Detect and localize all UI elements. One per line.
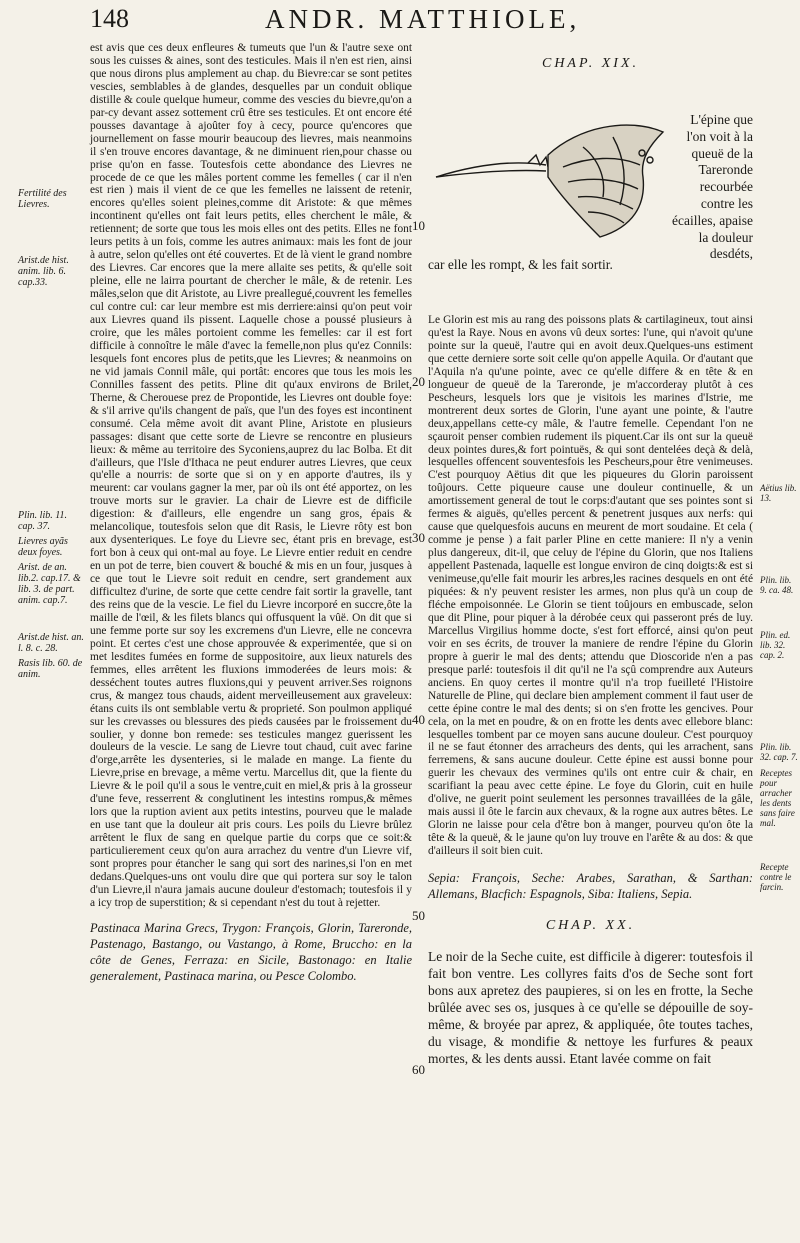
line-number: 30 xyxy=(412,530,425,545)
right-column xyxy=(428,56,753,1067)
figure-after-caption: car elle les rompt, & les fait sortir. xyxy=(428,257,613,272)
line-number: 40 xyxy=(412,712,425,727)
margin-note-pliny-1: Plin. lib. 11. cap. 37. xyxy=(18,510,67,532)
margin-note-aristotle-1: Arist.de hist. anim. lib. 6. cap.33. xyxy=(18,255,69,288)
margin-note-aristotle-2: Arist. de an. lib.2. cap.17. & lib. 3. de part. anim. cap.7. xyxy=(18,562,81,606)
chapter-20-body: Le noir de la Seche cuite, est difficile à digerer: toutesfois il fait bon ventre. Les collyres faits d'os de Seche sont fort bons aux apretez des paupieres, si on les en frotte, la Seche brûlée avec ses os, jusques à ce qu'elle se dépouille de soy-même, & broyée par aprez, & appliquée, ôte toutes taches, du visage, & mondifie & nettoye les furfures & peaux mortes, & les dents aussi. Etant lavée comme on fait xyxy=(428,949,753,1067)
line-number: 10 xyxy=(412,218,425,233)
page-number: 148 xyxy=(90,4,129,33)
figure-side-caption: L'épine que l'on voit à la queuë de la Tareronde recourbée contre les écailles, apaise la douleur desdéts, xyxy=(672,112,753,262)
left-body-text: est avis que ces deux enfleures & tumeuts que l'un & l'autre sexe ont sous les cuisses & aines, sont des testicules. Mais il n'en est rien, ainsi que nous dirons plus amplement au chap. du Bievre:car se sont petites vescies, semblables à de glandes, desquelles par un conduit oblique distille & coule quelque humeur, comme des vescies du bievre,qu'on a par-cy devant assez sottement crû être ses testicules. Et ont encore été pousses davantage à ajoûter foy à cecy, pource qu'encores que journellement on fasse mourir beaucoup des lievres, mais neanmoins il s'en trouve encores davantage, & ne diminuent rien,pour chasse ou prise qu'on en fasse. Toutesfois cette abondance des Lievres ne procede de ce que les mâles portent comme les femelles ( car il n'en est rien ) mais il vient de ce que les femelles ne laissent de retenir, encores qu'elles soient pleines,comme dit Aristote: & que mêmes incontinent qu'elles ont fait leurs petits, elles cherchent le mâle, & retiennent; de sorte que tous les mois elles ont des petits. Elles ne font leurs petits à un fois, comme les autres animaux: mais les font de jour à autre, selon qu'elles ont été couvertes. Et de là vient le grand nombre des Lievres. Car encores que la mere allaite ses petits, & qu'elle soit pleine, elle ne lairra pourtant de chercher le mâle, & de retenir. Les mâles,selon que dit Aristote, au Livre preallegué,couvrent les femelles cul contre cul: car leur membre est mis derriere:ainsi qu'on peut voir aux Lievres quand ils pissent. Laquelle chose a poussé plusieurs à croire, que les mâles portoient comme les femelles: car il est fort difficile à connoître le mâle d'avec la femelle,non plus qu'ez Connils: lesquels font encores plus de petits,que les Lievres; & neanmoins on ne vid jamais Connil mâle, qui portât: encores que tous les mois les Connilles fassent des petits. Pline dit qu'aux environs de Brilet, Therne, & Cherouese prez de Propontide, les Lievres ont double foye: & s'il arrive qu'ils changent de païs, que l'un des foyes est incontinent consumé. Cela même avoit dit avant Pline, Aristote en plusieurs passages: disant que cette sorte de Lievre se rencontre en plusieurs lieux: & même au territoire des Syconiens,auprez du lac Bolba. Et dit d'ailleurs, que l'Isle d'Ithaca ne peut endurer autres Lievres, que ceux qu'elle a nourris: de sorte que si on y en apporte d'autres, ils y meurent: car voulans gagner la mer, par où ils ont été apportez, on les trouve morts sur le gravier. La chair de Lievre est de difficile digestion: & d'ailleurs, elle engendre un sang gros, épais & melancolique, toutesfois selon que dit Rasis, le Lievre rôty est bon aux dysenteriques. Le foye du Lievre sec, étant pris en brevage, est fort bon à ceux qui ont-mal au foye. Le Lievre entier reduit en cendre en un pot de terre, bien couvert & bouché & mis en un four, jusques à ce que tout le Lievre soit reduit en cendre, sert grandement aux difficultez d'urine, de sorte que cette cendre fait sortir la gravelle, tant des reins que de la vescie. Le fiel du Lievre incorporé en succre,ôte la maille de l'œil, & les filets blancs qui offusquent la vûë. On dit que si une femme porte sur soy les excremens d'un Lievre, elle ne concevra point. Et certes c'est une chose approuvée & experimentée, que si on met lesdites fumées en forme de suppositoire, aux lieux naturels des femmes, elles arrêtent les fluxions immoderées de leurs mois: & desséchent toutes autres fluxions,qui y peuvent arriver.Ses roignons crus, & mangez tous chauds, aident merveilleusement aux graveleux: étans cuits ils ont semblable vertu & proprieté. Son poulmon appliqué sur les crevasses ou blessures des pieds causées par le froissement du soulier, y donne bon remede: ses testicules mangez guerissent les douleurs de la vescie. Le sang de Lievre tout chaud, cuit avec farine d'orge,arrête les dysenteries, si le malade en mange. La fiente du Lievre,prise en brevage, a même vertu. Marcellus dit, que la fiente du Lievre & le poil qu'il a sous le ventre,cuit en miel,& pris à la grosseur d'une feve, resserrent & conglutinent les intestins rompus,& mêmes lors que la ruption avient aux petits intestins, pourveu que le malade en use tant que la douleur ait pris cours. Les poils du Lievre brûlez arrêtent le flux de sang en quelque partie du corps que ce soit:& particulierement ceux qu'on aura arrachez du ventre d'un Lievre vif, sont propres pour étancher le sang qui sort des narines,si l'on en met dedans.Quelques-uns ont voulu dire que qui portera sur soy le talon d'un Lievre,il n'aura jamais aucune douleur d'estomach; toutesfois il y a icy trop de superstition; & si cependant n'est du tout à rejetter. xyxy=(90,42,412,909)
margin-note-farcy-recipe: Recepte contre le farcin. xyxy=(760,862,792,892)
stingray-illustration xyxy=(428,97,678,247)
margin-note-pliny-4: Plin. lib. 32. cap. 7. xyxy=(760,742,798,762)
line-number: 50 xyxy=(412,908,425,923)
sepia-names: Sepia: François, Seche: Arabes, Sarathan, & Sarthan: Allemans, Blacfich: Espagnols, Siba: Italiens, Sepia. xyxy=(428,871,753,902)
figure-block xyxy=(428,82,753,272)
margin-note-double-liver: Lievres ayãs deux foyes. xyxy=(18,536,68,558)
running-title: ANDR. MATTHIOLE, xyxy=(265,4,581,34)
line-number: 20 xyxy=(412,374,425,389)
line-number: 60 xyxy=(412,1062,425,1077)
page-header xyxy=(90,4,750,44)
margin-note-pliny-2: Plin. lib. 9. ca. 48. xyxy=(760,575,794,595)
left-column xyxy=(90,42,412,985)
margin-note-aetius: Aëtius lib. 13. xyxy=(760,483,797,503)
right-body-text: Le Glorin est mis au rang des poissons plats & cartilagineux, tout ainsi qu'est la Raye. Nous en avons vû deux sortes: l'une, qui n'avoit qu'une pointe sur la queuë, l'autre qui en avoit deux.Quelques-uns estiment que cette derniere sorte soit celle qu'on appelle Aquila. Or d'autant que l'Aquila n'a qu'une pointe, avec ce qu'elle differe & en tête & en longueur de queuë de la Tareronde, je m'accorderay plutôt à ces Pescheurs, lesquels lors que je visitois les marines d'Istrie, me montrerent deux sortes de Glorin, l'une ayant une pointe, & l'autre deux,appellans cette-cy mâle, & l'autre femelle. Cependant l'on ne sçauroit penser combien rudement ils piquent.Car ils ont sur la queuë deux pointes dures,& fort pointuës, & qui sont dentelées deçà & delà, lesquelles offencent souventesfois les Pescheurs,pour être venimeuses. C'est pourquoy Aëtius dit que les piqueures du Glorin paroissent toûjours. Cette piqueure cause une douleur continuelle, & un amortissement general de tout le corps:d'autant que ses pointes sont si fermes & aiguës, qu'elles percent & penetrent jusques aux nerfs: qui cause que quelquesfois aucuns en meurent de mort soudaine. Et cela ( comme je pense ) a fait parler Pline en cette maniere: Il n'y a venin plus dangereux, dit-il, que celuy de l'épine du Glorin, que nos Italiens appellent Pastenada, laquelle est longue environ de cinq doigts:& est si venimeuse,qu'elle fait mourir les arbres,les racines desquels en ont été piquées: & n'y peuvent resister les armes, non plus qu'à un coup de fléche empoisonnée. Le Glorin se tient toûjours en embuscade, selon que dit Pline, pour piquer à la dérobée ceux qui passeront prés de luy. Marcellus Virgilius homme docte, s'est fort efforcé, ainsi qu'on peut voir en ses écrits, de trouver la maniere de rendre l'épine du Glorin propre à guerir le mal des dents; attendu que Dioscoride n'en a pas presque parlé: toutesfois il dit qu'il ne l'a sçû comprendre aux Auteurs anciens. En quoy certes il montre qu'il n'a trop fueilleté l'Histoire Naturelle de Pline, qui declare bien amplement comment il faut user de cette épine contre le mal des dents; si on s'en frotte les gencives. Pour cela, on la met en poudre, & on en frotte les dents avec ellebore blanc: lesquelles tombent par ce moyen sans aucune douleur. C'est pourquoy il ne se faut étonner des arracheurs des dents, qui les arrachent, sans ferremens, & sans aucune douleur. Cette épine est aussi bonne pour guerir les chevaux des vermines qu'ils ont entre cuir & chair, en scarifiant la peau avec cette épine. Le foye du Glorin, cuit en huile d'olive, ne guerit point seulement les personnes travaillées de la gâle, mais aussi il ôte le farcin aux chevaux, & la rogne aux autres bêtes. Le Glorin ne laisse pour cela d'être bon à manger, pourveu qu'on ôte la tête & la queuë, & le jaune qu'on luy trouve en l'arête & au dos: & que d'ailleurs il soit bien cuit. xyxy=(428,314,753,858)
pastinaca-names: Pastinaca Marina Grecs, Trygon: François, Glorin, Tareronde, Pastenago, Bastango, ou Vastango, à Rome, Bruccho: en la côte de Genes, Ferraza: en Sicile, Bastonago: en Italie generalement, Pastinaca marina, ou Pesce Colombo. xyxy=(90,920,412,984)
margin-note-rasis: Rasis lib. 60. de anim. xyxy=(18,658,83,680)
chapter-19-title: CHAP. XIX. xyxy=(541,56,639,71)
chapter-20-title: CHAP. XX. xyxy=(545,918,636,934)
margin-note-pliny-3: Plin. ed. lib. 32. cap. 2. xyxy=(760,630,791,660)
margin-note-tooth-recipe: Receptes pour arracher les dents sans faire mal. xyxy=(760,768,795,828)
margin-note-fertility: Fertilité des Lievres. xyxy=(18,188,67,210)
margin-note-aristotle-3: Arist.de hist. an. l. 8. c. 28. xyxy=(18,632,84,654)
